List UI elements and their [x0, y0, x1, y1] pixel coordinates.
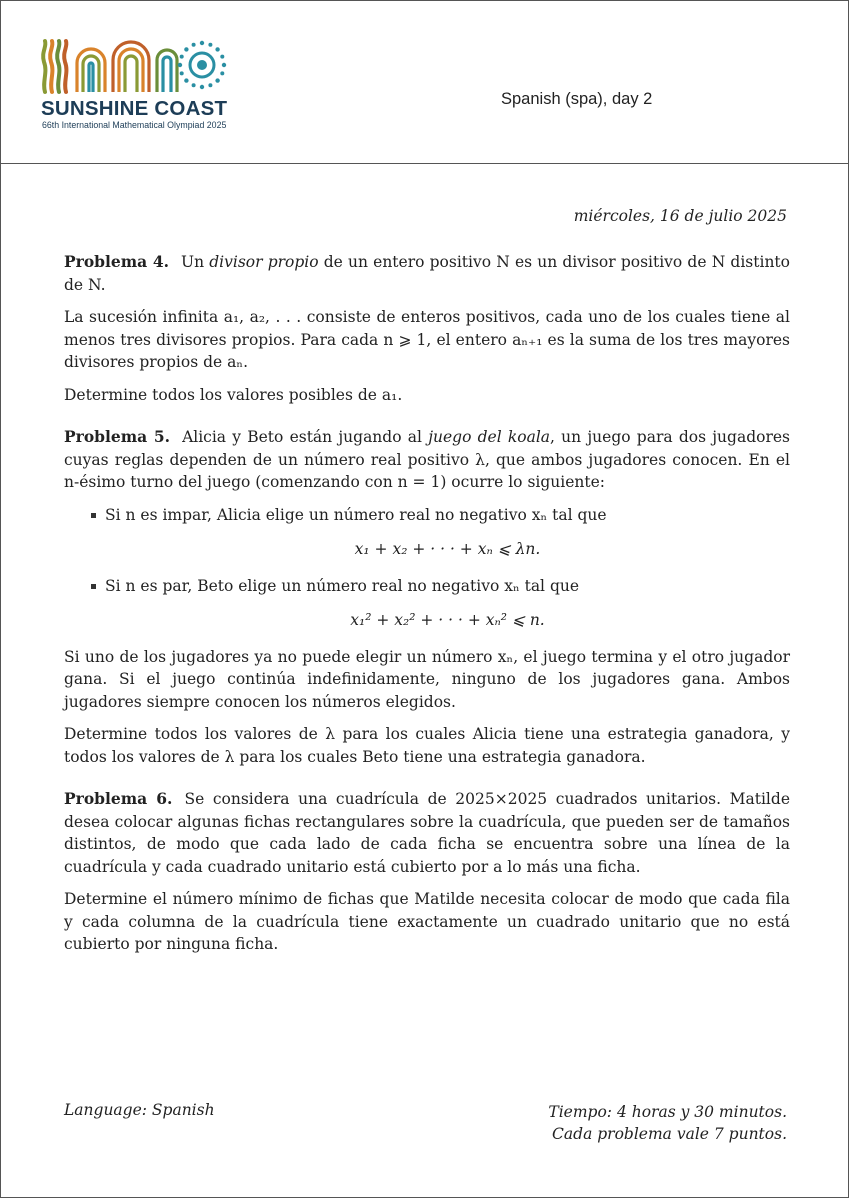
problem-4-title: Problema 4.: [64, 252, 170, 271]
logo-arches: [77, 42, 177, 92]
logo-title: SUNSHINE COAST: [41, 97, 228, 120]
problem-6-title: Problema 6.: [64, 789, 173, 808]
problem-6-statement: [64, 788, 790, 878]
language-day-label: Spanish (spa), day 2: [501, 90, 653, 108]
footer-time: Tiempo: 4 horas y 30 minutos.: [548, 1103, 787, 1121]
problem-4-question: Determine todos los valores posibles de a₁.: [64, 385, 403, 404]
problem-5-statement: [64, 426, 790, 494]
problem-5-title: Problema 5.: [64, 427, 171, 446]
problem-5-text-a: Alicia y Beto están jugando al: [182, 428, 429, 446]
exam-date: miércoles, 16 de julio 2025: [573, 207, 787, 225]
problem-4-statement: [64, 251, 790, 296]
logo-wave-strokes: [43, 41, 66, 92]
footer-rules: [548, 1101, 787, 1145]
rule-even-turn: [64, 575, 790, 632]
problem-5-question: Determine todos los valores de λ para los cuales Alicia tiene una estrategia ganadora, y todos los valores de λ para los cuales Beto tiene una estrategia ganadora.: [64, 725, 790, 766]
problem-5-rules: [64, 504, 790, 632]
problem-5-end-rule: Si uno de los jugadores ya no puede elegir un número xₙ, el juego termina y el otro jugador gana. Si el juego continúa indefinidamente, ninguno de los jugadores gana. Ambos jugadores siempre conocen los números elegidos.: [64, 647, 790, 711]
logo-subtitle: 66th International Mathematical Olympiad 2025: [42, 120, 227, 130]
page-header: [1, 1, 848, 164]
problem-4-text-a: Un: [181, 253, 210, 271]
problem-4-sequence: La sucesión infinita a₁, a₂, . . . consiste de enteros positivos, cada uno de los cuales tiene al menos tres divisores propios. Para cada n ⩾ 1, el entero aₙ₊₁ es la suma de los tres mayores divisores propios de aₙ.: [64, 308, 790, 371]
footer-language: Language: Spanish: [64, 1101, 215, 1119]
problem-4: [64, 251, 790, 406]
problem-4-term: divisor propio: [209, 253, 319, 271]
footer-points: Cada problema vale 7 puntos.: [552, 1125, 787, 1143]
logo-sun-icon: [178, 41, 226, 89]
rule-odd-text: Si n es impar, Alicia elige un número real no negativo xₙ tal que: [105, 505, 607, 524]
equation-alicia: x₁ + x₂ + · · · + xₙ ⩽ λn.: [354, 540, 541, 558]
rule-odd-turn: [64, 504, 790, 561]
problem-6-text: Se considera una cuadrícula de 2025×2025 cuadrados unitarios. Matilde desea colocar algunas fichas rectangulares sobre la cuadrícula, que pueden ser de tamaños distintos, de modo que cada lado de cada ficha se encuentra sobre una línea de la cuadrícula y cada cuadrado unitario está cubierto por a lo más una ficha.: [64, 790, 790, 876]
problem-6: [64, 788, 790, 956]
rule-even-text: Si n es par, Beto elige un número real no negativo xₙ tal que: [105, 576, 580, 595]
problem-5-text-b: , un juego para dos jugadores cuyas reglas dependen de un número real positivo λ, que ambos jugadores conocen. En el n-ésimo turno del juego (comenzando con n = 1) ocurre lo siguiente:: [64, 428, 790, 491]
problems-body: [64, 251, 790, 976]
problem-4-text-b: de un entero positivo N es un divisor positivo de N distinto de N.: [64, 253, 790, 294]
problem-6-question: Determine el número mínimo de fichas que Matilde necesita colocar de modo que cada fila y cada columna de la cuadrícula tiene exactamente un cuadrado unitario que no está cubierto por ninguna ficha.: [64, 890, 790, 953]
equation-beto: x₁² + x₂² + · · · + xₙ² ⩽ n.: [350, 611, 545, 629]
problem-5-term: juego del koala: [428, 428, 551, 446]
problem-5: [64, 426, 790, 768]
